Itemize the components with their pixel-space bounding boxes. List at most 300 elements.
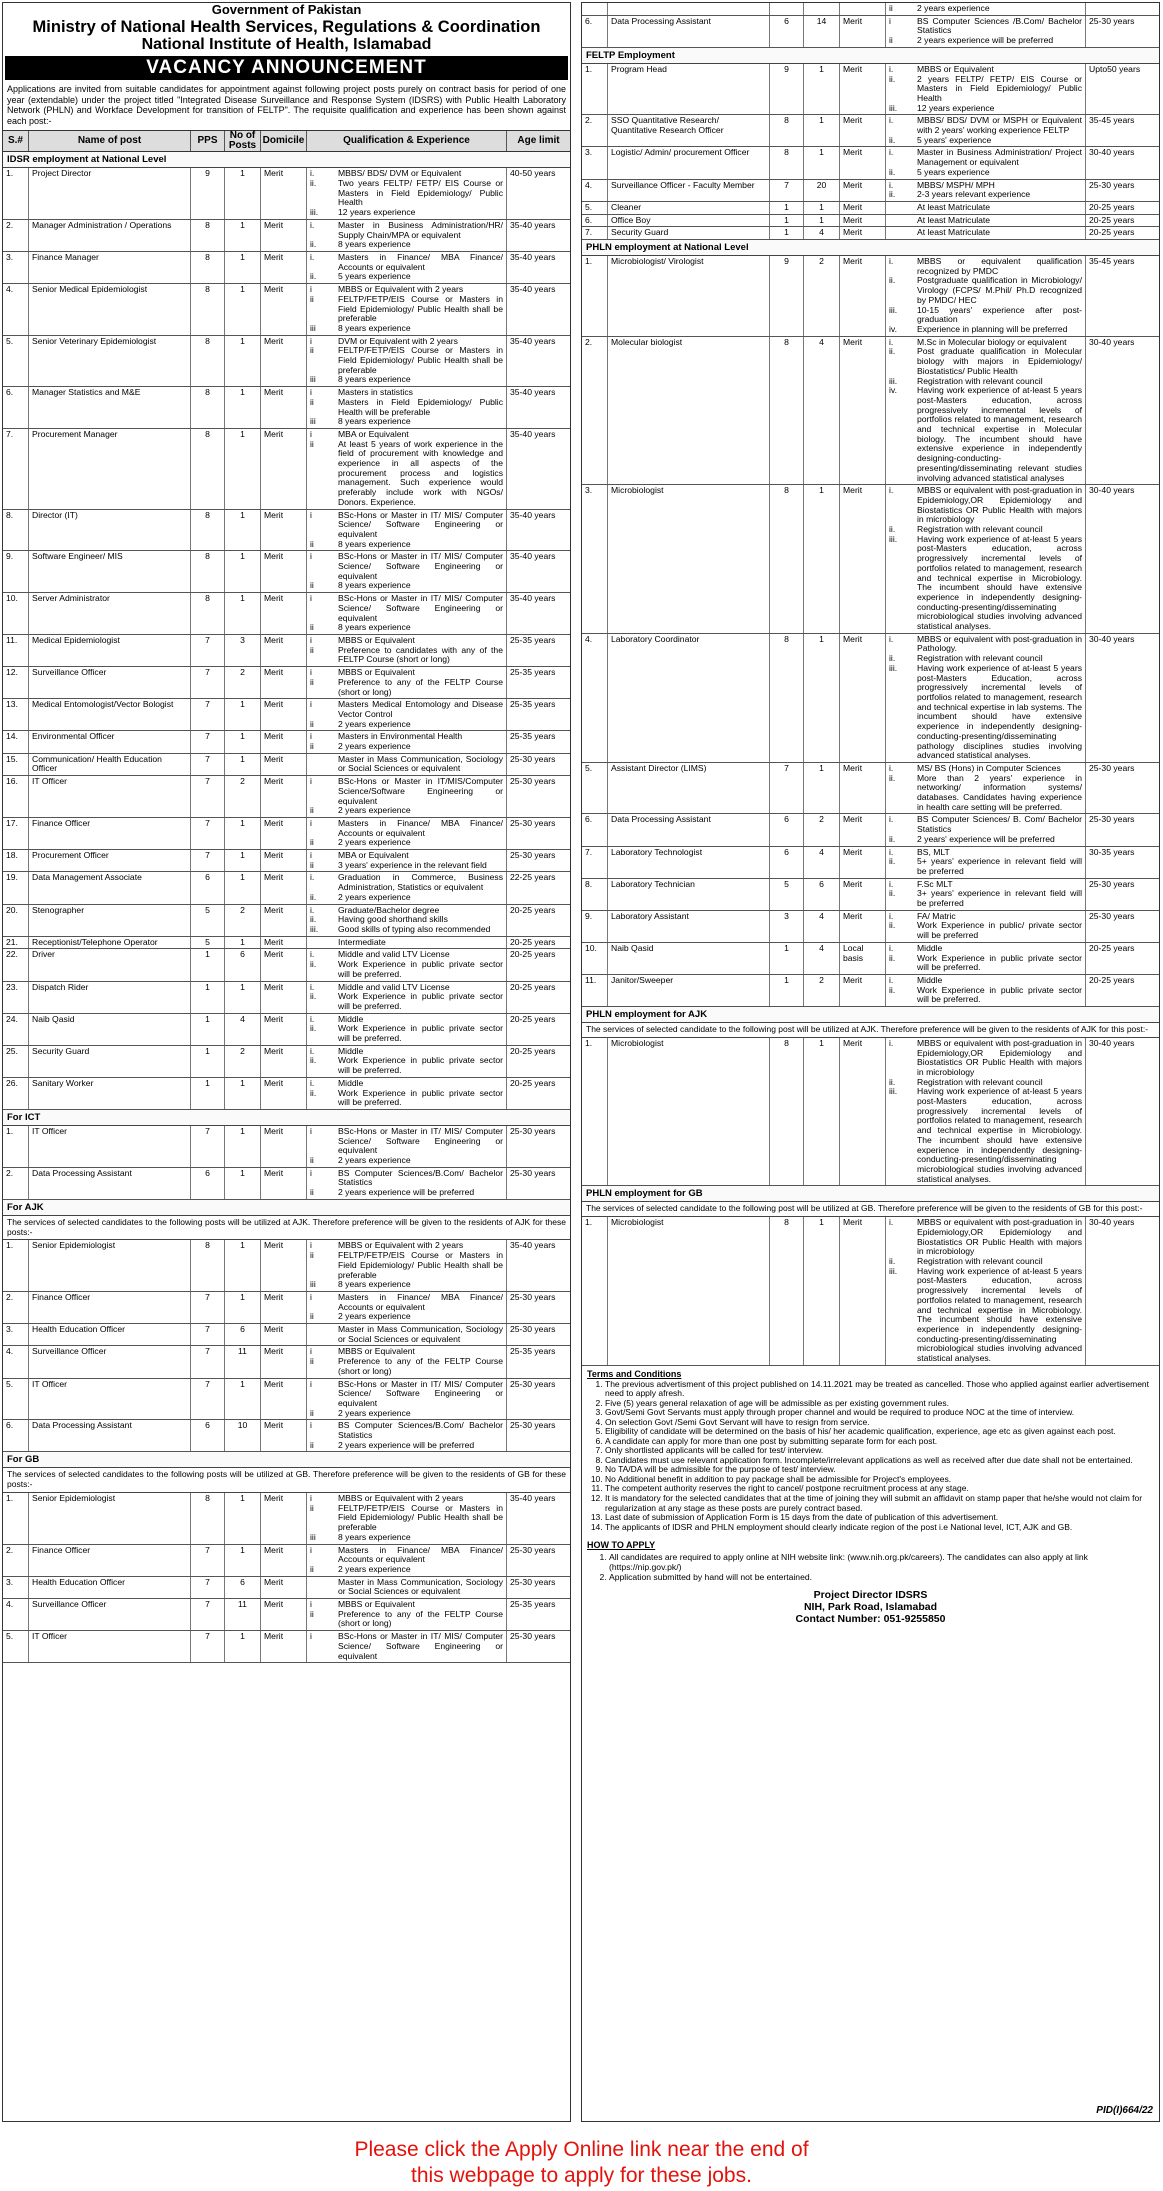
qualification-text: Registration with relevant council	[917, 653, 1043, 664]
signature-line-2: NIH, Park Road, Islamabad	[803, 1600, 938, 1613]
qualification-roman: i	[310, 1240, 312, 1251]
table-row	[3, 872, 570, 904]
cell-age: 35-40 years	[510, 1492, 556, 1503]
table-row	[3, 731, 570, 753]
cell-posts: 1	[225, 387, 261, 428]
qualification-roman: ii.	[889, 134, 896, 145]
table-row	[582, 814, 1159, 846]
cell-post: Stenographer	[29, 905, 191, 936]
notice-line-2: this webpage to apply for these jobs.	[411, 2164, 752, 2188]
cell-posts: 1	[225, 593, 261, 634]
qualification-text: BS Computer Sciences/ B. Com/ Bachelor Statistics	[917, 814, 1082, 835]
cell-post: SSO Quantitative Research/ Quantitative Research Officer	[608, 115, 770, 146]
qualification-text: MBA or Equivalent	[338, 850, 409, 861]
cell-posts	[804, 3, 840, 15]
qualification-item	[889, 857, 1082, 876]
qualification-item	[889, 954, 1082, 973]
section-note: The services of selected candidate to the following post will be utilized at AJK. Therefore preference will be given to the residents of AJK for this post:-	[582, 1023, 1159, 1038]
cell-pps: 1	[770, 975, 804, 1006]
qualification-text: Masters in statistics	[338, 387, 413, 398]
cell-posts: 4	[804, 911, 840, 942]
qualification-item	[889, 17, 1082, 36]
qualification-item	[310, 1312, 503, 1322]
qualification-item	[889, 216, 1082, 226]
cell-sn: 5.	[582, 763, 608, 814]
cell-sn: 11.	[582, 975, 608, 1006]
table-row	[582, 911, 1159, 943]
qualification-roman: i	[310, 1167, 312, 1178]
qualification-item	[889, 148, 1082, 167]
table-row	[3, 1168, 570, 1200]
qualification-roman: ii.	[889, 166, 896, 177]
cell-post: Microbiologist	[608, 1038, 770, 1186]
cell-age: 20-25 years	[510, 1045, 556, 1056]
cell-pps: 6	[770, 847, 804, 878]
cell-pps: 7	[191, 818, 225, 849]
qualification-text: 8 years experience	[338, 622, 411, 633]
table-row	[582, 3, 1159, 16]
qualification-item	[310, 1632, 503, 1661]
cell-posts: 1	[804, 202, 840, 214]
cell-post: Communication/ Health Education Officer	[29, 754, 191, 775]
cell-domicile: Merit	[840, 227, 886, 239]
qualification-text: Postgraduate qualification in Microbiology/ Virology (FCPS/ M.Phil/ Ph.D recognized by PMDC/ HEC	[917, 275, 1082, 305]
qualification-text: BSc-Hons or Master in IT/ MIS/ Computer Science/ Software Engineering or equivalent	[338, 1378, 503, 1408]
cell-sn: 6.	[582, 16, 608, 47]
cell-pps: 8	[191, 551, 225, 592]
cell-pps: 9	[770, 256, 804, 336]
section-title: PHLN employment for AJK	[582, 1007, 1159, 1023]
cell-qualification	[886, 180, 1086, 201]
col-header-pps: PPS	[191, 131, 225, 151]
cell-age: 20-25 years	[510, 1013, 556, 1024]
col-header-domicile: Domicile	[261, 131, 307, 151]
cell-age: 20-25 years	[1089, 942, 1135, 953]
cell-domicile: Merit	[261, 1078, 307, 1109]
cell-age: 30-40 years	[1089, 633, 1135, 644]
qualification-roman	[889, 203, 917, 213]
qualification-text: Graduation in Commerce, Business Administration, Statistics or equivalent	[338, 872, 503, 893]
cell-age: 20-25 years	[510, 936, 556, 947]
cell-sn: 1.	[582, 256, 608, 336]
cell-posts: 1	[225, 336, 261, 387]
qualification-text: At least 5 years of work experience in the field of procurement with knowledge and experience in all aspects of the procurement process and logistics management. Such experience would preferably include work with NGOs/ Donors. Experience.	[338, 438, 503, 507]
qualification-text: MBBS/ BDS/ DVM or MSPH or Equivalent with 2 years' working experience FELTP	[917, 115, 1082, 136]
cell-sn: 4.	[3, 1346, 29, 1377]
qualification-item	[310, 938, 503, 948]
cell-post: Molecular biologist	[608, 337, 770, 485]
cell-qualification	[307, 1240, 507, 1291]
qualification-item	[310, 1089, 503, 1108]
qualification-roman: i	[310, 817, 312, 828]
cell-sn: 4.	[582, 180, 608, 201]
cell-sn: 1.	[3, 168, 29, 219]
qualification-text: Masters Medical Entomology and Disease Vector Control	[338, 699, 503, 719]
cell-post	[608, 3, 770, 15]
cell-age: Upto50 years	[1089, 63, 1141, 74]
cell-pps: 7	[191, 754, 225, 775]
qualification-roman: i.	[889, 485, 894, 496]
cell-post: Sanitary Worker	[29, 1078, 191, 1109]
cell-pps: 7	[191, 776, 225, 817]
cell-post: Security Guard	[29, 1046, 191, 1077]
qualification-item	[889, 486, 1082, 525]
qualification-roman: i	[310, 284, 312, 295]
cell-posts: 2	[804, 814, 840, 845]
section-note: The services of selected candidate to the following post will be utilized at GB. Therefore preference will be given to the residents of GB for this post:-	[582, 1202, 1159, 1217]
table-row	[3, 510, 570, 552]
cell-domicile: Merit	[261, 220, 307, 251]
qualification-item	[310, 1380, 503, 1409]
cell-qualification	[307, 635, 507, 666]
cell-qualification	[307, 1493, 507, 1544]
cell-domicile: Merit	[261, 872, 307, 903]
cell-sn: 15.	[3, 754, 29, 775]
cell-qualification	[307, 1631, 507, 1662]
qualification-item	[310, 623, 503, 633]
qualification-text: 2 years FELTP/ FETP/ EIS Course or Masters in Field Epidemiology/ Public Health	[917, 73, 1082, 103]
how-to-apply-item: 2. Application submitted by hand will not be entertained.	[609, 1572, 1154, 1582]
cell-qualification	[307, 429, 507, 509]
cell-post: Environmental Officer	[29, 731, 191, 752]
cell-posts: 14	[804, 16, 840, 47]
qualification-item	[310, 1357, 503, 1376]
cell-domicile: Merit	[840, 634, 886, 762]
qualification-text: MBBS or Equivalent	[338, 635, 415, 645]
qualification-roman: ii	[310, 1407, 314, 1418]
cell-qualification	[307, 1577, 507, 1598]
qualification-roman: i	[310, 776, 312, 787]
cell-post: Procurement Manager	[29, 429, 191, 509]
table-row	[582, 1217, 1159, 1366]
terms-item: 2. Five (5) years general relaxation of age will be admissible as per existing government rules.	[605, 1399, 1154, 1409]
table-row	[582, 634, 1159, 763]
qualification-roman: i.	[889, 974, 894, 985]
cell-qualification	[886, 485, 1086, 633]
cell-pps: 7	[191, 1545, 225, 1576]
qualification-text: Middle and valid LTV License	[338, 949, 450, 960]
qualification-text: BSc-Hons or Master in IT/ MIS/ Computer Science/ Software Engineering or equivalent	[338, 1631, 503, 1661]
cell-posts: 1	[804, 1038, 840, 1186]
cell-sn: 2.	[582, 115, 608, 146]
qualification-item	[889, 386, 1082, 483]
cell-domicile: Merit	[840, 847, 886, 878]
table-row	[3, 429, 570, 510]
cell-sn: 6.	[582, 215, 608, 227]
cell-sn: 2.	[582, 337, 608, 485]
cell-pps: 1	[770, 943, 804, 974]
qualification-text: MBBS or equivalent with post-graduation in Pathology.	[917, 633, 1082, 654]
table-row	[3, 252, 570, 284]
cell-pps: 1	[191, 982, 225, 1013]
qualification-roman: ii.	[310, 1087, 317, 1098]
qualification-roman: ii.	[310, 239, 317, 250]
qualification-roman: ii	[310, 1608, 314, 1619]
cell-sn: 23.	[3, 982, 29, 1013]
cell-domicile	[840, 3, 886, 15]
qualification-item	[889, 325, 1082, 335]
cell-qualification	[307, 1324, 507, 1345]
qualification-text: Middle	[917, 974, 943, 985]
terms-and-conditions	[582, 1366, 1159, 1535]
qualification-roman: i	[310, 699, 312, 710]
qualification-roman: i	[310, 387, 312, 398]
qualification-roman: i	[310, 1346, 312, 1357]
cell-domicile: Merit	[840, 16, 886, 47]
qualification-item	[310, 552, 503, 581]
cell-domicile: Merit	[261, 1292, 307, 1323]
table-row	[3, 905, 570, 937]
qualification-roman: i.	[889, 179, 894, 190]
qualification-text: Good skills of typing also recommended	[338, 923, 491, 934]
cell-pps: 8	[191, 284, 225, 335]
qualification-roman: i.	[310, 1013, 315, 1024]
cell-post: Naib Qasid	[29, 1014, 191, 1045]
right-column	[581, 2, 1160, 2122]
cell-domicile: Merit	[261, 1599, 307, 1630]
qualification-item	[310, 720, 503, 730]
cell-qualification	[307, 284, 507, 335]
cell-pps: 1	[191, 1014, 225, 1045]
qualification-item	[310, 1421, 503, 1440]
qualification-roman: ii	[310, 1563, 314, 1574]
qualification-roman	[889, 216, 917, 226]
cell-age: 35-40 years	[510, 1240, 556, 1251]
intro-paragraph: Applications are invited from suitable candidates for appointment against following project posts purely on contract basis for period of one year (extendable) under the project titled "Integrated Disease Surveillance and Response System (IDSRS) with Public Health Laboratory Network (PHLN) and Workface Development for transition of FELTP". The requisite qualification and experience has been shown against each post:-	[7, 83, 566, 126]
cell-age: 20-25 years	[510, 949, 556, 960]
cell-age: 35-40 years	[510, 551, 556, 562]
qualification-text: Work Experience in public private sector will be preferred.	[338, 1087, 503, 1108]
qualification-roman	[889, 228, 917, 238]
qualification-roman: ii.	[889, 952, 896, 963]
qualification-roman: ii	[889, 3, 893, 13]
cell-domicile: Local basis	[840, 943, 886, 974]
qualification-item	[310, 221, 503, 240]
qualification-item	[310, 1578, 503, 1597]
qualification-text: 2-3 years relevant experience	[917, 189, 1031, 200]
qualification-item	[310, 1565, 503, 1575]
qualification-text: Master in Business Administration/ Project Management or equivalent	[917, 147, 1082, 168]
cell-posts: 2	[225, 667, 261, 698]
cell-pps: 1	[191, 949, 225, 980]
qualification-item	[310, 324, 503, 334]
apply-online-notice	[0, 2137, 1163, 2190]
notice-line-1: Please click the Apply Online link near the end of	[354, 2138, 809, 2161]
qualification-text: Middle	[917, 942, 943, 953]
cell-domicile: Merit	[261, 252, 307, 283]
table-row	[582, 180, 1159, 202]
cell-posts: 1	[225, 731, 261, 752]
cell-qualification	[307, 1126, 507, 1167]
cell-domicile: Merit	[840, 202, 886, 214]
qualification-text: MBBS/ BDS/ DVM or Equivalent	[338, 168, 462, 179]
cell-post: Medical Entomologist/Vector Bologist	[29, 699, 191, 730]
cell-post: Microbiologist	[608, 485, 770, 633]
qualification-roman: ii	[310, 676, 314, 687]
table-header	[3, 130, 570, 152]
cell-domicile: Merit	[840, 485, 886, 633]
cell-pps: 7	[191, 1599, 225, 1630]
cell-qualification	[307, 1046, 507, 1077]
cell-pps: 7	[191, 1346, 225, 1377]
cell-domicile: Merit	[261, 593, 307, 634]
qualification-text: Masters in Field Epidemiology/ Public Health will be preferable	[338, 396, 503, 417]
qualification-text: 5 years experience	[917, 166, 990, 177]
qualification-roman: i.	[310, 904, 315, 915]
cell-age: 25-35 years	[510, 1599, 556, 1610]
cell-post: IT Officer	[29, 1126, 191, 1167]
cell-pps: 7	[191, 1379, 225, 1420]
table-row	[3, 336, 570, 388]
qualification-text: Work Experience in public private sector will be preferred.	[917, 952, 1082, 973]
qualification-roman: ii	[310, 1311, 314, 1322]
cell-posts: 2	[225, 905, 261, 936]
cell-sn: 7.	[582, 227, 608, 239]
qualification-roman: i	[310, 667, 312, 678]
qualification-text: 10-15 years' experience after post-graduation	[917, 304, 1082, 325]
qualification-item	[889, 1087, 1082, 1184]
qualification-item	[310, 806, 503, 816]
qualification-text: Preference to candidates with any of the FELTP Course (short or long)	[338, 644, 503, 665]
cell-domicile: Merit	[261, 1420, 307, 1451]
qualification-item	[310, 1169, 503, 1188]
cell-posts: 1	[804, 64, 840, 115]
cell-posts: 1	[804, 115, 840, 146]
qualification-roman: ii	[310, 718, 314, 729]
cell-qualification	[886, 3, 1086, 15]
cell-age: 25-35 years	[510, 731, 556, 742]
cell-posts: 1	[225, 699, 261, 730]
qualification-text: 12 years experience	[917, 102, 995, 113]
cell-age: 25-35 years	[510, 667, 556, 678]
qualification-roman: ii	[310, 837, 314, 848]
cell-qualification	[307, 252, 507, 283]
cell-sn: 6.	[3, 1420, 29, 1451]
table-row	[582, 256, 1159, 337]
table-row	[3, 1493, 570, 1545]
qualification-text: Work Experience in public private sector will be preferred.	[338, 1055, 503, 1076]
qualification-text: BS Computer Sciences/B.Com/ Bachelor Statistics	[338, 1167, 503, 1188]
cell-domicile: Merit	[261, 1379, 307, 1420]
qualification-roman: i	[310, 428, 312, 439]
qualification-roman: iii.	[889, 1265, 898, 1276]
cell-sn: 1.	[3, 1240, 29, 1291]
cell-age: 25-35 years	[510, 1346, 556, 1357]
table-row	[3, 387, 570, 429]
cell-domicile: Merit	[261, 937, 307, 949]
cell-pps: 8	[770, 147, 804, 178]
qualification-item	[310, 1533, 503, 1543]
cell-posts: 20	[804, 180, 840, 201]
qualification-roman: i	[310, 1378, 312, 1389]
cell-sn: 2.	[3, 1545, 29, 1576]
qualification-roman: i	[310, 1492, 312, 1503]
qualification-item	[889, 664, 1082, 761]
cell-post: Senior Epidemiologist	[29, 1493, 191, 1544]
terms-item: 6. A candidate can apply for more than one post by submitting separate form for each post.	[605, 1437, 1154, 1447]
cell-qualification	[886, 814, 1086, 845]
qualification-text: Work Experience in public private sector will be preferred.	[917, 984, 1082, 1005]
terms-item: 9. No TA/DA will be admissible for the purpose of test/ interview.	[605, 1465, 1154, 1475]
table-row	[3, 1240, 570, 1292]
cell-posts: 1	[225, 551, 261, 592]
cell-domicile: Merit	[840, 180, 886, 201]
cell-posts: 1	[804, 763, 840, 814]
qualification-roman: ii	[310, 1502, 314, 1513]
cell-sn: 22.	[3, 949, 29, 980]
qualification-roman: ii.	[889, 275, 896, 286]
qualification-roman: i	[310, 551, 312, 562]
table-row	[3, 1292, 570, 1324]
qualification-roman: i.	[889, 1217, 894, 1228]
terms-item: 14. The applicants of IDSR and PHLN employment should clearly indicate region of the post i.e National level, ICT, AJK and GB.	[605, 1523, 1154, 1533]
qualification-text: Middle and valid LTV License	[338, 981, 450, 992]
cell-pps: 9	[191, 168, 225, 219]
cell-post: Senior Epidemiologist	[29, 1240, 191, 1291]
qualification-roman: ii	[310, 345, 314, 356]
qualification-item	[889, 36, 1082, 46]
table-row	[582, 847, 1159, 879]
qualification-item	[310, 1280, 503, 1290]
qualification-text: Master in Mass Communication, Sociology or Social Sciences or equivalent	[338, 1324, 503, 1344]
ministry-title: Ministry of National Health Services, Regulations & Coordination	[32, 17, 541, 36]
qualification-text: FELTP/FETP/EIS Course or Masters in Field Epidemiology/ Public Health shall be preferable	[338, 1250, 503, 1280]
cell-post: Project Director	[29, 168, 191, 219]
cell-post: Laboratory Coordinator	[608, 634, 770, 762]
cell-posts: 2	[804, 256, 840, 336]
cell-age: 20-25 years	[510, 904, 556, 915]
col-header-post: Name of post	[29, 131, 191, 151]
qualification-text: Masters in Finance/ MBA Finance/ Accounts or equivalent	[338, 1544, 503, 1565]
cell-pps: 7	[191, 667, 225, 698]
qualification-text: Preference to any of the FELTP Course (short or long)	[338, 1356, 503, 1376]
cell-post: Manager Administration / Operations	[29, 220, 191, 251]
table-row	[582, 147, 1159, 179]
table-row	[582, 485, 1159, 634]
cell-posts: 1	[804, 485, 840, 633]
cell-post: Finance Manager	[29, 252, 191, 283]
qualification-roman: i.	[889, 942, 894, 953]
qualification-text: BS Computer Sciences/B.Com/ Bachelor Statistics	[338, 1420, 503, 1441]
qualification-text: Masters in Finance/ MBA Finance/ Accounts or equivalent	[338, 817, 503, 838]
table-row	[3, 284, 570, 336]
qualification-item	[310, 253, 503, 272]
cell-posts: 4	[225, 1014, 261, 1045]
cell-post: Senior Veterinary Epidemiologist	[29, 336, 191, 387]
qualification-text: Work Experience in public private sector will be preferred.	[338, 1023, 503, 1044]
cell-age: 20-25 years	[1089, 227, 1135, 238]
cell-age: 25-30 years	[510, 850, 556, 861]
cell-sn: 5.	[3, 1379, 29, 1420]
cell-domicile: Merit	[261, 1493, 307, 1544]
table-row	[3, 1420, 570, 1452]
qualification-item	[889, 347, 1082, 376]
qualification-item	[310, 417, 503, 427]
cell-domicile: Merit	[261, 284, 307, 335]
cell-posts: 1	[225, 1168, 261, 1199]
qualification-item	[310, 755, 503, 774]
cell-age	[1086, 3, 1159, 15]
qualification-item	[310, 646, 503, 665]
cell-sn	[582, 3, 608, 15]
qualification-item	[310, 925, 503, 935]
cell-posts: 1	[225, 818, 261, 849]
cell-pps: 6	[770, 814, 804, 845]
qualification-text: Master in Mass Communication, Sociology or Social Sciences or equivalent	[338, 753, 503, 774]
cell-qualification	[307, 1346, 507, 1377]
cell-posts: 10	[225, 1420, 261, 1451]
cell-posts: 1	[225, 1379, 261, 1420]
